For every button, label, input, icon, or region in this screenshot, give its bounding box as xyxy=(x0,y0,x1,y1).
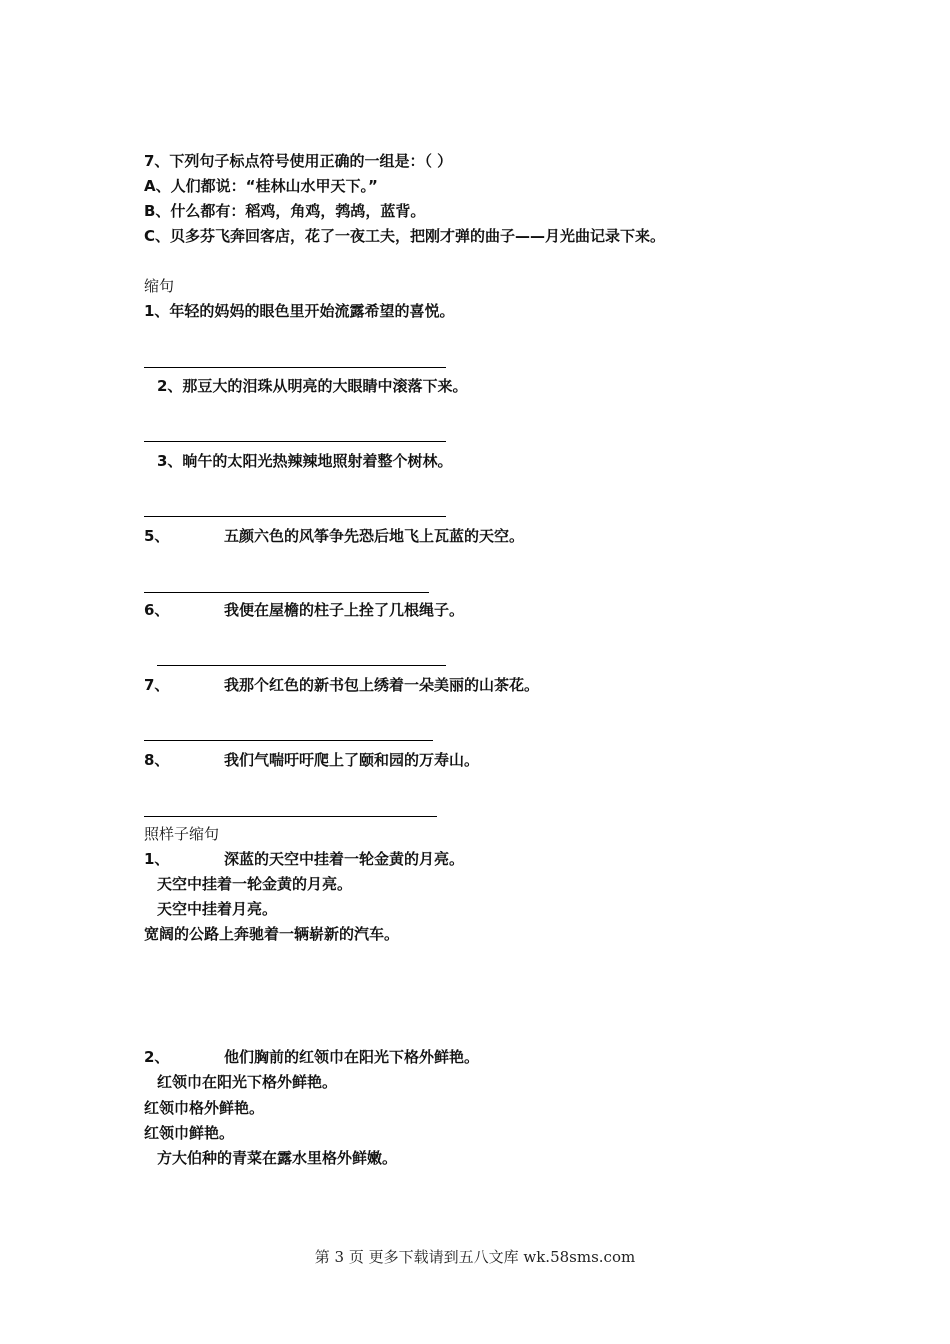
example-1-number: 1、 xyxy=(144,850,170,868)
shrink-heading: 缩句 xyxy=(144,277,175,295)
example-1-step-2: 天空中挂着月亮。 xyxy=(157,900,278,918)
question-7-option-c: C、贝多芬飞奔回客店，花了一夜工夫，把刚才弹的曲子——月光曲记录下来。 xyxy=(144,227,666,245)
answer-line-5[interactable] xyxy=(144,592,429,593)
example-2-number: 2、 xyxy=(144,1048,170,1066)
shrink-item-1: 1、年轻的妈妈的眼色里开始流露希望的喜悦。 xyxy=(144,302,455,320)
answer-line-8[interactable] xyxy=(144,816,437,817)
answer-line-2[interactable] xyxy=(144,441,446,442)
shrink-item-8-number: 8、 xyxy=(144,751,170,769)
shrink-item-5-number: 5、 xyxy=(144,527,170,545)
shrink-item-6: 我便在屋檐的柱子上拴了几根绳子。 xyxy=(224,601,465,619)
answer-line-7[interactable] xyxy=(144,740,433,741)
shrink-item-7: 我那个红色的新书包上绣着一朵美丽的山茶花。 xyxy=(224,676,540,694)
example-1-task: 宽阔的公路上奔驰着一辆崭新的汽车。 xyxy=(144,925,400,943)
page-footer: 第 3 页 更多下载请到五八文库 wk.58sms.com xyxy=(314,1248,636,1266)
question-7-title: 7、下列句子标点符号使用正确的一组是：（ ） xyxy=(144,152,453,170)
example-2-task: 方大伯种的青菜在露水里格外鲜嫩。 xyxy=(157,1149,398,1167)
shrink-item-7-number: 7、 xyxy=(144,676,170,694)
example-1-step-1: 天空中挂着一轮金黄的月亮。 xyxy=(157,875,353,893)
example-1-sentence: 深蓝的天空中挂着一轮金黄的月亮。 xyxy=(224,850,465,868)
example-2-step-3: 红领巾鲜艳。 xyxy=(144,1124,235,1142)
example-2-step-1: 红领巾在阳光下格外鲜艳。 xyxy=(157,1073,338,1091)
answer-line-3[interactable] xyxy=(144,516,446,517)
example-2-step-2: 红领巾格外鲜艳。 xyxy=(144,1099,265,1117)
shrink-item-6-number: 6、 xyxy=(144,601,170,619)
example-2-sentence: 他们胸前的红领巾在阳光下格外鲜艳。 xyxy=(224,1048,480,1066)
question-7-option-b: B、什么都有：稻鸡，角鸡，鹁鸪，蓝背。 xyxy=(144,202,426,220)
example-heading: 照样子缩句 xyxy=(144,825,220,843)
answer-line-6[interactable] xyxy=(157,665,446,666)
shrink-item-2: 2、那豆大的泪珠从明亮的大眼睛中滚落下来。 xyxy=(157,377,468,395)
shrink-item-3: 3、晌午的太阳光热辣辣地照射着整个树林。 xyxy=(157,452,453,470)
shrink-item-5: 五颜六色的风筝争先恐后地飞上瓦蓝的天空。 xyxy=(224,527,525,545)
answer-line-1[interactable] xyxy=(144,367,446,368)
question-7-option-a: A、人们都说：“桂林山水甲天下。” xyxy=(144,177,378,195)
shrink-item-8: 我们气喘吁吁爬上了颐和园的万寿山。 xyxy=(224,751,480,769)
